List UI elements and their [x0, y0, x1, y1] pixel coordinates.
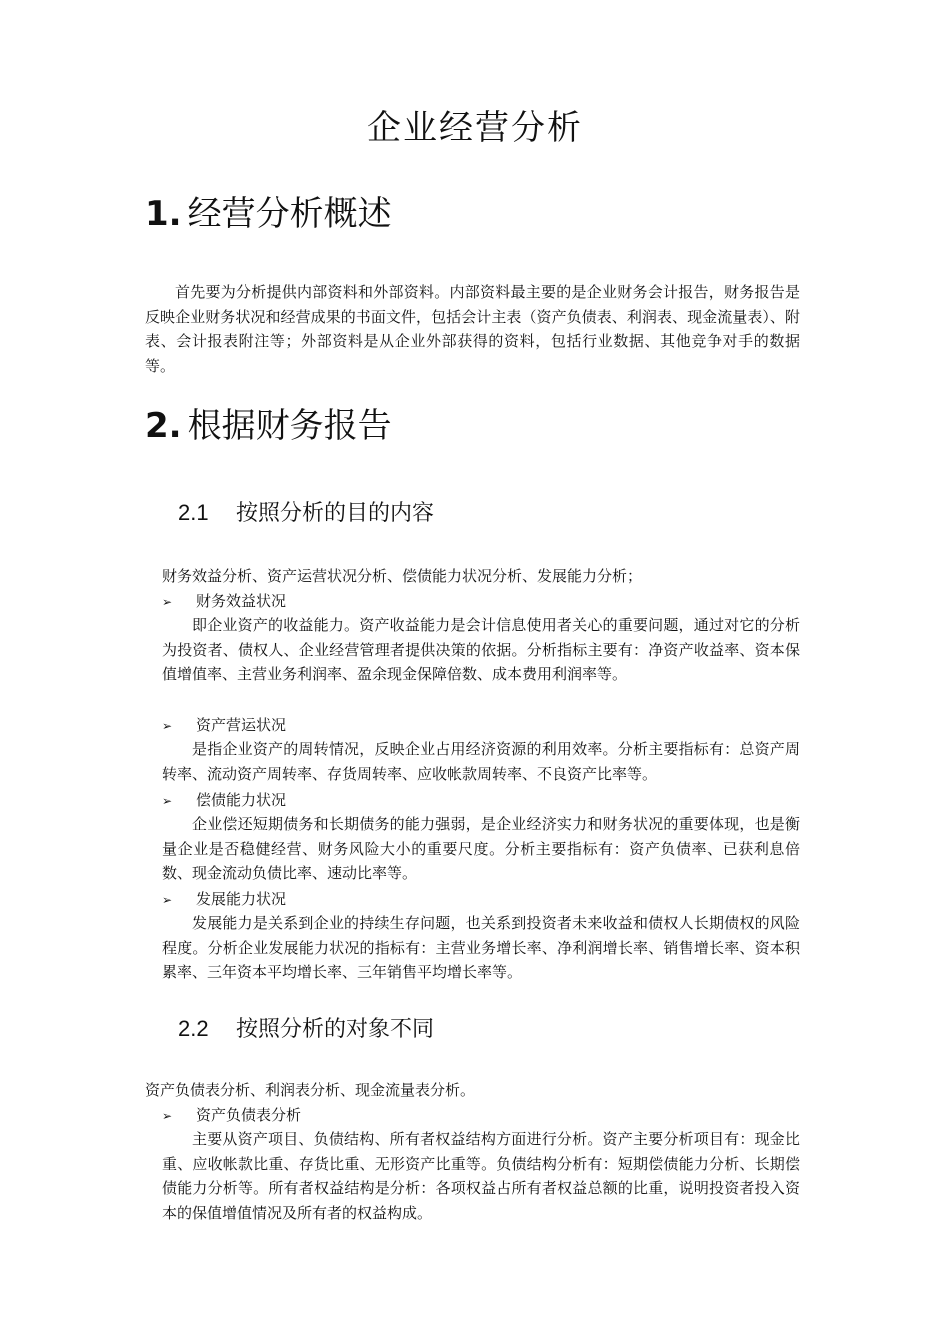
- list-item-bullet: [162, 590, 286, 611]
- list-item-bullet: [162, 888, 286, 909]
- bullet-arrow-icon: ➢: [162, 719, 173, 733]
- subsection-2-1-number: 2.1: [178, 500, 209, 525]
- list-item-bullet: [162, 714, 286, 735]
- list-item-text: 发展能力是关系到企业的持续生存问题，也关系到投资者未来收益和债权人长期债权的风险程度。分析企业发展能力状况的指标有：主营业务增长率、净利润增长率、销售增长率、资本积累率、三年资本平均增长率、三年销售平均增长率等。: [162, 914, 800, 982]
- subsection-2-2-number: 2.2: [178, 1016, 209, 1041]
- list-item-label: 发展能力状况: [196, 890, 287, 908]
- bullet-arrow-icon: ➢: [162, 794, 173, 808]
- list-item-text: 即企业资产的收益能力。资产收益能力是会计信息使用者关心的重要问题，通过对它的分析为投资者、债权人、企业经营管理者提供决策的依据。分析指标主要有：净资产收益率、资本保值增值率、主营业务利润率、盈余现金保障倍数、成本费用利润率等。: [162, 616, 800, 684]
- document-title: 企业经营分析: [367, 108, 583, 148]
- section-1-heading: [145, 186, 392, 235]
- subsection-2-2-heading: [178, 1012, 434, 1043]
- list-item-label: 偿债能力状况: [196, 791, 287, 809]
- list-item-bullet: [162, 789, 286, 810]
- list-item-label: 资产负债表分析: [196, 1106, 302, 1124]
- bullet-arrow-icon: ➢: [162, 1109, 173, 1123]
- subsection-2-2-title: 按照分析的对象不同: [236, 1017, 435, 1042]
- section-1-number: 1.: [145, 194, 182, 234]
- list-item-bullet: [162, 1104, 301, 1125]
- subsection-2-1-intro: 财务效益分析、资产运营状况分析、偿债能力状况分析、发展能力分析；: [162, 567, 643, 585]
- section-2-heading: [145, 398, 392, 447]
- subsection-2-1-title: 按照分析的目的内容: [236, 501, 435, 526]
- list-item-text: 主要从资产项目、负债结构、所有者权益结构方面进行分析。资产主要分析项目有：现金比重、应收帐款比重、存货比重、无形资产比重等。负债结构分析有：短期偿债能力分析、长期偿债能力分析等。所有者权益结构是分析：各项权益占所有者权益总额的比重，说明投资者投入资本的保值增值情况及所有者的权益构成。: [162, 1130, 800, 1223]
- section-2-number: 2.: [145, 406, 182, 446]
- bullet-arrow-icon: ➢: [162, 595, 173, 609]
- subsection-2-1-heading: [178, 496, 434, 527]
- section-1-title: 经营分析概述: [187, 194, 392, 234]
- section-2-title: 根据财务报告: [187, 406, 392, 446]
- list-item-text: 是指企业资产的周转情况，反映企业占用经济资源的利用效率。分析主要指标有：总资产周转率、流动资产周转率、存货周转率、应收帐款周转率、不良资产比率等。: [162, 740, 800, 783]
- list-item-text: 企业偿还短期债务和长期债务的能力强弱，是企业经济实力和财务状况的重要体现，也是衡量企业是否稳健经营、财务风险大小的重要尺度。分析主要指标有：资产负债率、已获利息倍数、现金流动负债比率、速动比率等。: [162, 815, 800, 883]
- list-item-label: 财务效益状况: [196, 592, 287, 610]
- section-1-paragraph: 首先要为分析提供内部资料和外部资料。内部资料最主要的是企业财务会计报告，财务报告是反映企业财务状况和经营成果的书面文件，包括会计主表（资产负债表、利润表、现金流量表）、附表、会计报表附注等；外部资料是从企业外部获得的资料，包括行业数据、其他竞争对手的数据等。: [145, 283, 800, 376]
- list-item-label: 资产营运状况: [196, 716, 287, 734]
- subsection-2-2-intro: 资产负债表分析、利润表分析、现金流量表分析。: [145, 1081, 476, 1099]
- bullet-arrow-icon: ➢: [162, 893, 173, 907]
